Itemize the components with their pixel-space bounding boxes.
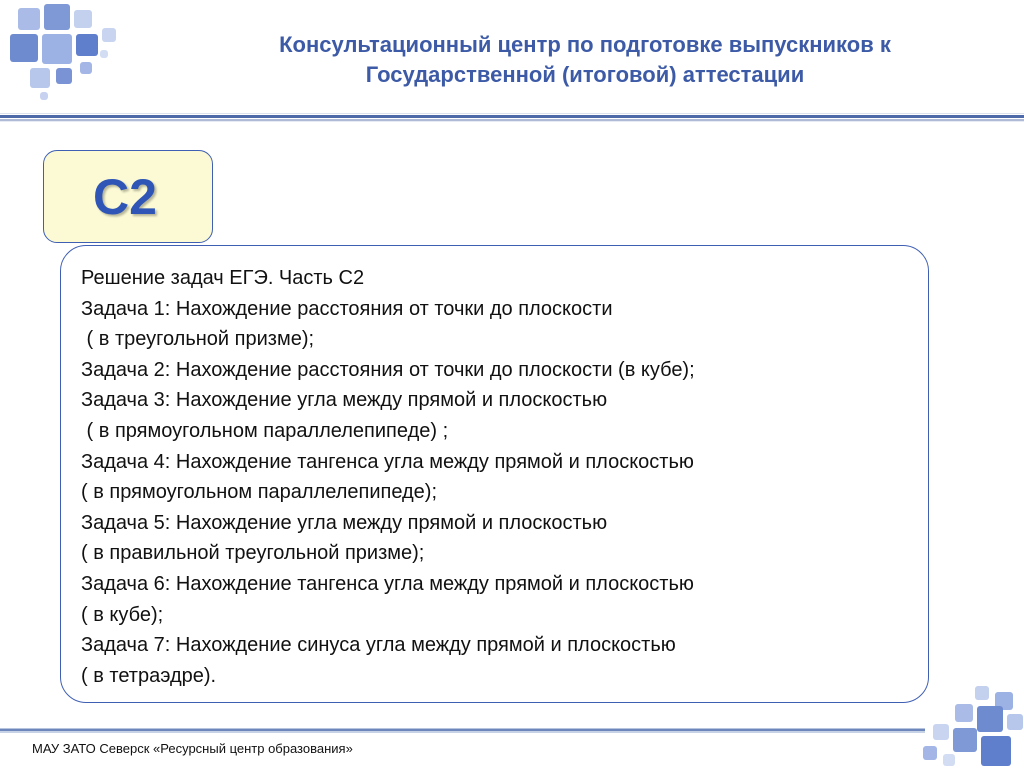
cube-shape	[76, 34, 98, 56]
cube-shape	[977, 706, 1003, 732]
text-line: ( в тетраэдре).	[81, 664, 217, 687]
cubes-decoration-bottom-right	[915, 682, 1024, 768]
title-line-1: Консультационный центр по подготовке выпускников к	[279, 32, 891, 57]
cube-shape	[56, 68, 72, 84]
text-line: Задача 2: Нахождение расстояния от точки до плоскости (в кубе);	[81, 358, 695, 381]
text-line: Задача 6: Нахождение тангенса угла между прямой и плоскостью	[81, 572, 694, 595]
text-line: Решение задач ЕГЭ. Часть С2	[81, 267, 365, 289]
text-line: Задача 5: Нахождение угла между прямой и плоскостью	[81, 511, 608, 534]
text-line: ( в треугольной призме);	[81, 328, 315, 351]
text-line: Задача 4: Нахождение тангенса угла между прямой и плоскостью	[81, 450, 694, 473]
text-line: ( в прямоугольном параллелепипеде) ;	[81, 419, 449, 442]
task-list	[81, 263, 921, 691]
text-line: ( в правильной треугольной призме);	[81, 542, 425, 565]
text-line: Задача 1: Нахождение расстояния от точки до плоскости	[81, 297, 613, 320]
section-tag-label: С2	[93, 168, 157, 225]
cube-shape	[30, 68, 50, 88]
cube-shape	[18, 8, 40, 30]
text-line: ( в кубе);	[81, 603, 164, 626]
cube-shape	[80, 62, 92, 74]
cube-shape	[981, 736, 1011, 766]
cube-shape	[74, 10, 92, 28]
cube-shape	[40, 92, 48, 100]
cube-shape	[102, 28, 116, 42]
cube-shape	[923, 746, 937, 760]
cube-shape	[1007, 714, 1023, 730]
cube-shape	[955, 704, 973, 722]
page-title	[150, 30, 1020, 90]
text-line: Задача 3: Нахождение угла между прямой и плоскостью	[81, 389, 608, 412]
title-line-2: Государственной (итоговой) аттестации	[365, 62, 805, 87]
cube-shape	[10, 34, 38, 62]
cube-shape	[933, 724, 949, 740]
header-divider	[0, 113, 1024, 122]
footer-text: МАУ ЗАТО Северск «Ресурсный центр образования»	[32, 741, 353, 756]
cube-shape	[953, 728, 977, 752]
cube-shape	[100, 50, 108, 58]
cube-shape	[44, 4, 70, 30]
cube-shape	[943, 754, 955, 766]
footer-divider	[0, 728, 925, 733]
cube-shape	[975, 686, 989, 700]
cube-shape	[42, 34, 72, 64]
text-line: ( в прямоугольном параллелепипеде);	[81, 481, 438, 504]
section-tag	[43, 150, 213, 243]
cubes-decoration-top-left	[0, 0, 130, 105]
text-line: Задача 7: Нахождение синуса угла между прямой и плоскостью	[81, 634, 676, 657]
